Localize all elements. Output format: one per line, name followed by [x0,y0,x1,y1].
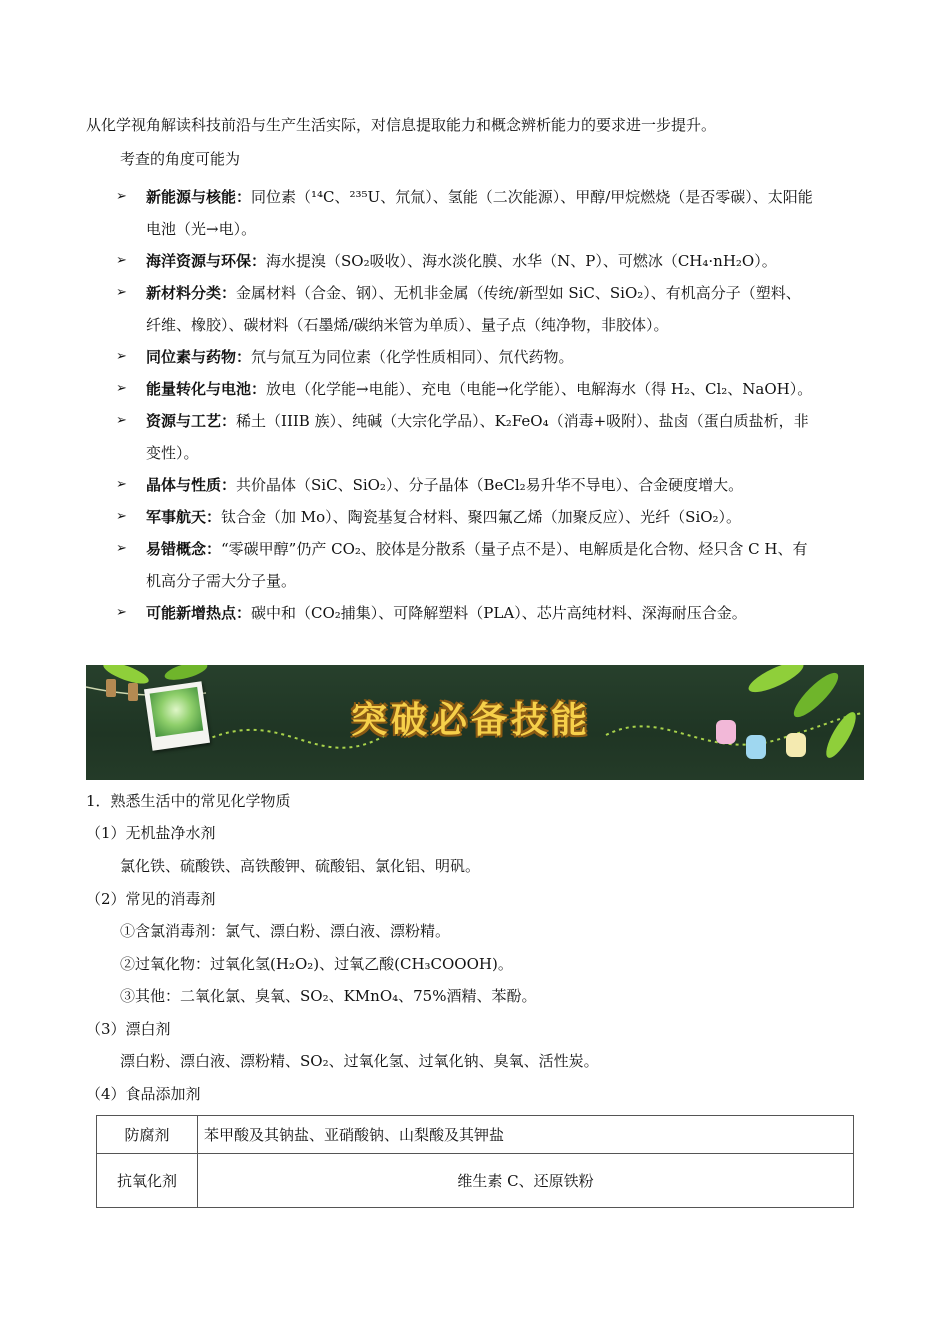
bullet-text: 碳中和（CO₂捕集）、可降解塑料（PLA）、芯片高纯材料、深海耐压合金。 [251,604,747,622]
subsection-title: （4）食品添加剂 [86,1085,201,1103]
bullet-key: 易错概念： [146,540,222,558]
bullet-text: 海水提溴（SO₂吸收）、海水淡化膜、水华（N、P）、可燃冰（CH₄·nH₂O）。 [266,252,777,270]
subsection-body: ①含氯消毒剂：氯气、漂白粉、漂白液、漂粉精。 [120,922,451,940]
sub-heading: 考查的角度可能为 [120,150,241,168]
subsection-body: ③其他：二氧化氯、臭氧、SO₂、KMnO₄、75%酒精、苯酚。 [120,987,537,1005]
arrow-bullet-icon: ➢ [116,509,127,524]
bullet-text: 稀土（IIIB 族）、纯碱（大宗化学品）、K₂FeO₄（消毒+吸附）、盐卤（蛋白质盐析，非 [236,412,809,430]
bullet-key: 海洋资源与环保： [146,252,267,270]
photo-icon [144,681,210,750]
arrow-bullet-icon: ➢ [116,253,127,268]
arrow-bullet-icon: ➢ [116,477,127,492]
table-cell-value: 苯甲酸及其钠盐、亚硝酸钠、山梨酸及其钾盐 [198,1116,854,1154]
bullet-text: 机高分子需大分子量。 [146,572,297,590]
bullet-item [116,181,876,245]
additives-table [96,1115,854,1208]
bullet-key: 新材料分类： [146,284,237,302]
clothespin-icon [128,683,138,701]
bullet-item [116,405,876,469]
table-row [97,1116,854,1154]
bullet-text: 共价晶体（SiC、SiO₂）、分子晶体（BeCl₂易升华不导电）、合金硬度增大。 [236,476,744,494]
banner-title: 突破必备技能 [350,700,591,741]
table-row [97,1154,854,1208]
arrow-bullet-icon: ➢ [116,413,127,428]
section-heading: 1．熟悉生活中的常见化学物质 [86,792,291,810]
subsection-body: 氯化铁、硫酸铁、高铁酸钾、硫酸铝、氯化铝、明矾。 [120,857,481,875]
bullet-text: 放电（化学能→电能）、充电（电能→化学能）、电解海水（得 H₂、Cl₂、NaOH）。 [266,380,813,398]
bullet-item [116,373,876,405]
bullet-text: 电池（光→电）。 [146,220,257,238]
table-cell-value: 维生素 C、还原铁粉 [198,1154,854,1208]
bullet-text: 金属材料（合金、钢）、无机非金属（传统/新型如 SiC、SiO₂）、有机高分子（塑料、 [236,284,801,302]
bullet-item [116,597,876,629]
arrow-bullet-icon: ➢ [116,189,127,204]
subsection-title: （2）常见的消毒剂 [86,890,216,908]
subsection-title: （1）无机盐净水剂 [86,824,216,842]
bullet-item [116,341,876,373]
arrow-bullet-icon: ➢ [116,605,127,620]
arrow-bullet-icon: ➢ [116,285,127,300]
subsection-title: （3）漂白剂 [86,1020,171,1038]
bullet-item [116,245,876,277]
arrow-bullet-icon: ➢ [116,381,127,396]
bullet-text: 变性）。 [146,444,199,462]
bullet-item [116,277,876,341]
table-cell-name: 抗氧化剂 [97,1154,198,1208]
subsection-body: ②过氧化物：过氧化氢(H₂O₂)、过氧乙酸(CH₃COOOH)。 [120,955,513,973]
bullet-key: 军事航天： [146,508,222,526]
bullet-key: 同位素与药物： [146,348,252,366]
bullet-text: “零碳甲醇”仍产 CO₂、胶体是分散系（量子点不是）、电解质是化合物、烃只含 C H、有 [221,540,808,558]
bullet-item [116,501,876,533]
clothespin-icon [106,679,116,697]
bullet-text: 钛合金（加 Mo）、陶瓷基复合材料、聚四氟乙烯（加聚反应）、光纤（SiO₂）。 [221,508,742,526]
intro-paragraph: 从化学视角解读科技前沿与生产生活实际，对信息提取能力和概念辨析能力的要求进一步提升。 [86,116,717,134]
section-banner [86,665,864,780]
subsection-body: 漂白粉、漂白液、漂粉精、SO₂、过氧化氢、过氧化钠、臭氧、活性炭。 [120,1052,599,1070]
arrow-bullet-icon: ➢ [116,541,127,556]
bullet-text: 纤维、橡胶）、碳材料（石墨烯/碳纳米管为单质）、量子点（纯净物，非胶体）。 [146,316,669,334]
bullet-text: 氘与氚互为同位素（化学性质相同）、氘代药物。 [251,348,574,366]
table-cell-name: 防腐剂 [97,1116,198,1154]
bullet-item [116,469,876,501]
bullet-list [116,181,876,629]
bullet-text: 同位素（¹⁴C、²³⁵U、氘氚）、氢能（二次能源）、甲醇/甲烷燃烧（是否零碳）、太阳能 [251,188,813,206]
bullet-key: 资源与工艺： [146,412,237,430]
bullet-key: 晶体与性质： [146,476,237,494]
arrow-bullet-icon: ➢ [116,349,127,364]
bullet-key: 能量转化与电池： [146,380,267,398]
bullet-item [116,533,876,597]
bullet-key: 可能新增热点： [146,604,252,622]
bullet-key: 新能源与核能： [146,188,252,206]
